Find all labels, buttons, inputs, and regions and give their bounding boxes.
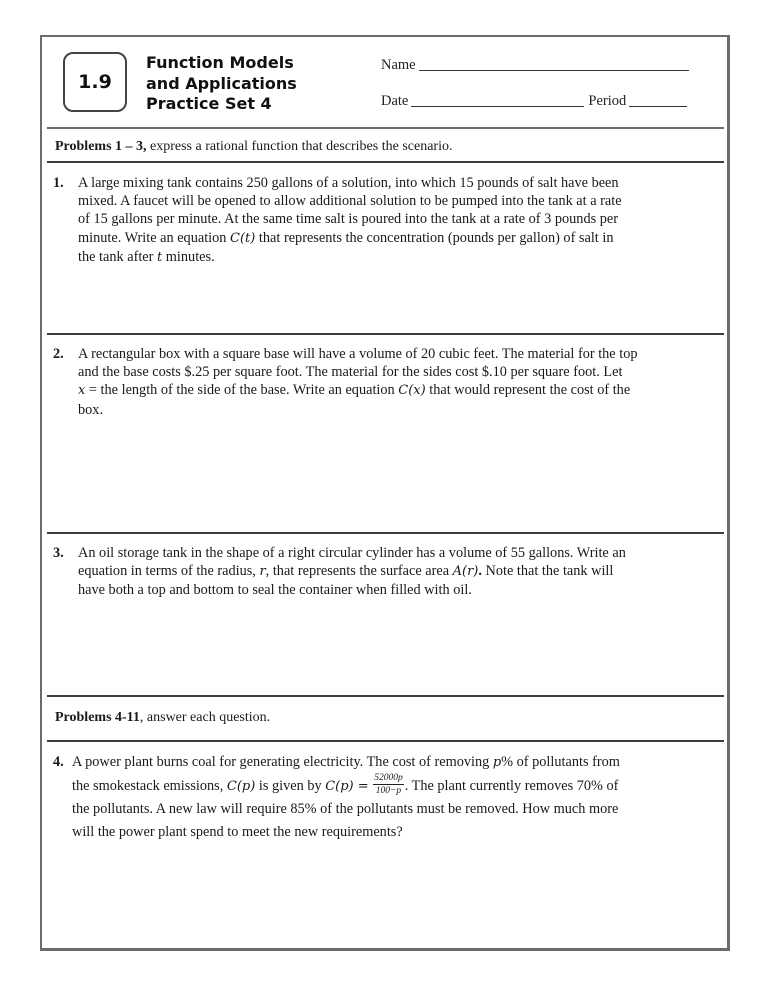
text-segment: A power plant burns coal for generating electricity. The cost of removing <box>72 754 493 770</box>
text-segment: = the length of the side of the base. Write an equation <box>85 382 399 399</box>
problem-text-line: A rectangular box with a square base will have a volume of 20 cubic feet. The material for the top <box>78 346 638 362</box>
header-divider <box>47 127 724 129</box>
text-segment: minutes. <box>162 248 215 265</box>
lesson-number: 1.9 <box>78 71 112 93</box>
math-expression: C(p) <box>226 778 256 794</box>
problem-text-line: the pollutants. A new law will require 85% of the pollutants must be removed. How much more <box>72 801 619 817</box>
lesson-number-badge <box>63 52 127 112</box>
title-line: Function Models <box>146 53 294 72</box>
problem-text-line <box>78 381 708 400</box>
problem-text <box>78 345 708 419</box>
title-line: and Applications <box>146 73 297 93</box>
problem-2 <box>53 345 708 419</box>
name-blank[interactable] <box>419 69 689 71</box>
problem-text-line <box>78 562 708 581</box>
section-divider <box>47 740 724 742</box>
problem-text-line: mixed. A faucet will be opened to allow additional solution to be pumped into the tank at a rate <box>78 193 622 210</box>
section-divider <box>47 161 724 163</box>
period-blank[interactable] <box>629 105 687 107</box>
section-instructions-1-3 <box>55 139 452 155</box>
text-segment: % of pollutants from <box>501 754 620 770</box>
name-field[interactable] <box>381 57 689 74</box>
problem-text-line <box>78 248 708 267</box>
problem-number: 3. <box>53 545 64 561</box>
problem-divider <box>47 333 724 335</box>
fraction-denominator: 100−p <box>375 785 402 796</box>
math-expression: A(r) <box>452 564 479 580</box>
section-divider <box>47 695 724 697</box>
math-expression: r <box>259 564 266 580</box>
problem-text <box>78 544 708 600</box>
math-expression: t <box>157 249 163 265</box>
problem-text-line: have both a top and bottom to seal the container when filled with oil. <box>78 582 472 599</box>
section-instruction-text: , answer each question. <box>139 710 271 725</box>
section-instruction-text: express a rational function that describes the scenario. <box>146 139 453 154</box>
problem-text <box>78 174 708 267</box>
worksheet-title <box>146 53 297 115</box>
name-label: Name <box>381 57 416 73</box>
text-segment: the smokestack emissions, <box>72 777 227 794</box>
section-instructions-4-11 <box>55 710 270 726</box>
problem-number: 2. <box>53 346 64 362</box>
text-segment: is given by <box>255 777 326 794</box>
problem-text-line <box>72 751 708 775</box>
date-label: Date <box>381 93 409 109</box>
problem-1 <box>53 174 708 267</box>
problem-text-line: box. <box>78 401 104 418</box>
problem-3 <box>53 544 708 600</box>
section-heading: Problems 1 – 3, <box>55 139 147 154</box>
text-segment: . <box>478 563 482 580</box>
problem-text-line: and the base costs $.25 per square foot. The material for the sides cost $.10 per square foot. Let <box>78 364 623 381</box>
math-expression: C(p) = <box>325 778 369 794</box>
text-segment: minute. Write an equation <box>78 229 231 246</box>
problem-text-line <box>78 229 708 248</box>
math-expression: C(t) <box>230 230 256 246</box>
problem-text-line: A large mixing tank contains 250 gallons of a solution, into which 15 pounds of salt have been <box>78 175 619 191</box>
math-expression: C(x) <box>398 383 426 399</box>
problem-text-line: will the power plant spend to meet the new requirements? <box>72 823 403 840</box>
problem-divider <box>47 532 724 534</box>
date-blank[interactable] <box>411 105 584 107</box>
fraction-numerator: 52000p <box>374 772 403 783</box>
text-segment: that represents the concentration (pounds per gallon) of salt in <box>255 229 614 246</box>
title-line: Practice Set 4 <box>146 94 272 113</box>
fraction <box>373 773 404 796</box>
problem-text <box>72 751 708 843</box>
text-segment: equation in terms of the radius, <box>78 563 260 580</box>
math-expression: x <box>78 383 86 399</box>
problem-text-line: An oil storage tank in the shape of a right circular cylinder has a volume of 55 gallons. Write an <box>78 545 626 561</box>
text-segment: . The plant currently removes 70% of <box>404 777 619 794</box>
period-label: Period <box>588 93 627 109</box>
text-segment: Note that the tank will <box>481 563 614 580</box>
date-period-field <box>381 93 687 110</box>
section-heading: Problems 4-11 <box>55 710 140 725</box>
problem-4 <box>53 751 708 843</box>
problem-number: 4. <box>53 754 64 770</box>
text-segment: the tank after <box>78 248 157 265</box>
math-expression: p <box>492 755 502 770</box>
worksheet-frame <box>40 35 730 951</box>
problem-text-line <box>72 772 708 799</box>
problem-number: 1. <box>53 175 64 191</box>
text-segment: , that represents the surface area <box>265 563 453 580</box>
text-segment: that would represent the cost of the <box>425 382 631 399</box>
problem-text-line: of 15 gallons per minute. At the same time salt is poured into the tank at a rate of 3 pounds per <box>78 211 618 228</box>
